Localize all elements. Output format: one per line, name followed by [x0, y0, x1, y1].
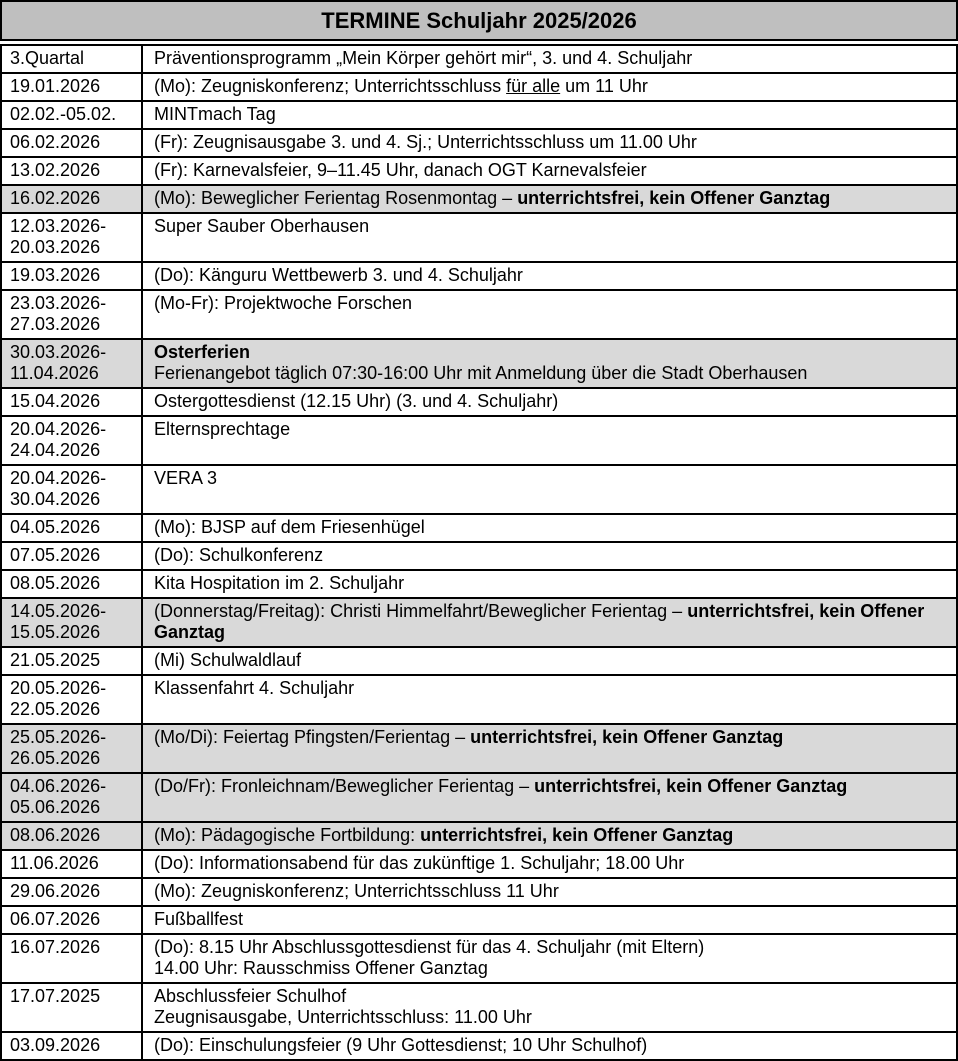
- event-cell: [142, 773, 957, 822]
- date-cell: 16.07.2026: [1, 934, 142, 983]
- event-text-segment: unterrichtsfrei, kein Offener Ganztag: [534, 776, 848, 796]
- event-cell: [142, 934, 957, 983]
- event-text-segment: unterrichtsfrei, kein Offener Ganztag: [154, 601, 925, 642]
- table-row: [1, 388, 957, 416]
- table-row: [1, 822, 957, 850]
- event-cell: [142, 850, 957, 878]
- event-text-segment: (Mi) Schulwaldlauf: [154, 650, 302, 670]
- event-cell: [142, 675, 957, 724]
- table-row: [1, 514, 957, 542]
- table-row: [1, 598, 957, 647]
- event-text-segment: Ferienangebot täglich 07:30-16:00 Uhr mit Anmeldung über die Stadt Oberhausen: [154, 363, 808, 383]
- table-row: [1, 101, 957, 129]
- table-row: [1, 339, 957, 388]
- event-text-segment: VERA 3: [154, 468, 218, 488]
- event-cell: [142, 73, 957, 101]
- event-text-segment: (Donnerstag/Freitag): Christi Himmelfahrt/Beweglicher Ferientag –: [154, 601, 688, 621]
- date-cell: 04.05.2026: [1, 514, 142, 542]
- event-cell: [142, 983, 957, 1032]
- event-text-segment: unterrichtsfrei, kein Offener Ganztag: [470, 727, 784, 747]
- event-cell: [142, 290, 957, 339]
- date-cell: 21.05.2025: [1, 647, 142, 675]
- date-cell: 14.05.2026- 15.05.2026: [1, 598, 142, 647]
- event-cell: [142, 822, 957, 850]
- date-cell: 3.Quartal: [1, 45, 142, 73]
- event-text-segment: unterrichtsfrei, kein Offener Ganztag: [420, 825, 734, 845]
- termine-table: [0, 44, 958, 1061]
- event-text-segment: (Mo-Fr): Projektwoche Forschen: [154, 293, 413, 313]
- event-text-segment: (Mo): Beweglicher Ferientag Rosenmontag –: [154, 188, 518, 208]
- event-text-segment: (Mo): BJSP auf dem Friesenhügel: [154, 517, 425, 537]
- date-cell: 23.03.2026- 27.03.2026: [1, 290, 142, 339]
- table-row: [1, 647, 957, 675]
- table-row: [1, 290, 957, 339]
- date-cell: 16.02.2026: [1, 185, 142, 213]
- date-cell: 30.03.2026- 11.04.2026: [1, 339, 142, 388]
- event-text-segment: (Fr): Zeugnisausgabe 3. und 4. Sj.; Unterrichtsschluss um 11.00 Uhr: [154, 132, 697, 152]
- event-text-segment: (Do): Informationsabend für das zukünftige 1. Schuljahr; 18.00 Uhr: [154, 853, 685, 873]
- event-cell: [142, 724, 957, 773]
- event-cell: [142, 129, 957, 157]
- event-text-segment: Abschlussfeier Schulhof Zeugnisausgabe, Unterrichtsschluss: 11.00 Uhr: [154, 986, 532, 1027]
- page-title: TERMINE Schuljahr 2025/2026: [0, 0, 958, 41]
- date-cell: 04.06.2026- 05.06.2026: [1, 773, 142, 822]
- date-cell: 06.07.2026: [1, 906, 142, 934]
- table-row: [1, 73, 957, 101]
- table-row: [1, 934, 957, 983]
- date-cell: 07.05.2026: [1, 542, 142, 570]
- date-cell: 17.07.2025: [1, 983, 142, 1032]
- event-text-segment: (Do): 8.15 Uhr Abschlussgottesdienst für das 4. Schuljahr (mit Eltern) 14.00 Uhr: Rausschmiss Offener Ganztag: [154, 937, 705, 978]
- event-text-segment: (Mo): Pädagogische Fortbildung:: [154, 825, 421, 845]
- table-row: [1, 262, 957, 290]
- table-row: [1, 213, 957, 262]
- table-row: [1, 416, 957, 465]
- event-text-segment: unterrichtsfrei, kein Offener Ganztag: [517, 188, 831, 208]
- event-cell: [142, 514, 957, 542]
- date-cell: 08.05.2026: [1, 570, 142, 598]
- date-cell: 08.06.2026: [1, 822, 142, 850]
- event-text-segment: um 11 Uhr: [560, 76, 648, 96]
- table-row: [1, 906, 957, 934]
- table-row: [1, 465, 957, 514]
- table-row: [1, 45, 957, 73]
- event-cell: [142, 598, 957, 647]
- event-text-segment: (Mo): Zeugniskonferenz; Unterrichtsschluss: [154, 76, 507, 96]
- date-cell: 25.05.2026- 26.05.2026: [1, 724, 142, 773]
- event-text-segment: (Do): Einschulungsfeier (9 Uhr Gottesdienst; 10 Uhr Schulhof): [154, 1035, 648, 1055]
- event-cell: [142, 262, 957, 290]
- event-text-segment: Ostergottesdienst (12.15 Uhr) (3. und 4. Schuljahr): [154, 391, 559, 411]
- event-cell: [142, 542, 957, 570]
- event-cell: [142, 878, 957, 906]
- date-cell: 12.03.2026- 20.03.2026: [1, 213, 142, 262]
- date-cell: 11.06.2026: [1, 850, 142, 878]
- table-row: [1, 773, 957, 822]
- event-text-segment: Kita Hospitation im 2. Schuljahr: [154, 573, 405, 593]
- event-cell: [142, 388, 957, 416]
- event-cell: [142, 213, 957, 262]
- event-text-segment: (Fr): Karnevalsfeier, 9–11.45 Uhr, danach OGT Karnevalsfeier: [154, 160, 647, 180]
- event-text-segment: (Do): Schulkonferenz: [154, 545, 324, 565]
- date-cell: 20.04.2026- 24.04.2026: [1, 416, 142, 465]
- event-cell: [142, 465, 957, 514]
- date-cell: 03.09.2026: [1, 1032, 142, 1060]
- event-text-segment: (Do/Fr): Fronleichnam/Beweglicher Ferientag –: [154, 776, 535, 796]
- date-cell: 20.04.2026- 30.04.2026: [1, 465, 142, 514]
- event-cell: [142, 157, 957, 185]
- event-cell: [142, 101, 957, 129]
- event-text-segment: (Mo): Zeugniskonferenz; Unterrichtsschluss 11 Uhr: [154, 881, 559, 901]
- date-cell: 06.02.2026: [1, 129, 142, 157]
- date-cell: 15.04.2026: [1, 388, 142, 416]
- table-row: [1, 675, 957, 724]
- table-row: [1, 570, 957, 598]
- event-text-segment: Präventionsprogramm „Mein Körper gehört mir“, 3. und 4. Schuljahr: [154, 48, 693, 68]
- table-row: [1, 129, 957, 157]
- event-cell: [142, 339, 957, 388]
- event-cell: [142, 647, 957, 675]
- table-row: [1, 878, 957, 906]
- date-cell: 29.06.2026: [1, 878, 142, 906]
- table-row: [1, 157, 957, 185]
- event-cell: [142, 1032, 957, 1060]
- event-text-segment: für alle: [506, 76, 561, 96]
- event-text-segment: Osterferien: [154, 342, 251, 362]
- table-row: [1, 724, 957, 773]
- date-cell: 19.03.2026: [1, 262, 142, 290]
- event-text-segment: (Do): Känguru Wettbewerb 3. und 4. Schuljahr: [154, 265, 523, 285]
- event-cell: [142, 185, 957, 213]
- event-text-segment: Klassenfahrt 4. Schuljahr: [154, 678, 355, 698]
- termine-rows-body: [1, 45, 957, 1060]
- table-row: [1, 185, 957, 213]
- event-text-segment: Elternsprechtage: [154, 419, 291, 439]
- event-text-segment: Fußballfest: [154, 909, 244, 929]
- event-cell: [142, 906, 957, 934]
- event-text-segment: MINTmach Tag: [154, 104, 276, 124]
- date-cell: 13.02.2026: [1, 157, 142, 185]
- event-text-segment: (Mo/Di): Feiertag Pfingsten/Ferientag –: [154, 727, 471, 747]
- date-cell: 19.01.2026: [1, 73, 142, 101]
- table-row: [1, 1032, 957, 1060]
- date-cell: 20.05.2026- 22.05.2026: [1, 675, 142, 724]
- event-text-segment: Super Sauber Oberhausen: [154, 216, 370, 236]
- table-row: [1, 542, 957, 570]
- event-cell: [142, 570, 957, 598]
- event-cell: [142, 45, 957, 73]
- event-cell: [142, 416, 957, 465]
- date-cell: 02.02.-05.02.: [1, 101, 142, 129]
- table-row: [1, 850, 957, 878]
- table-row: [1, 983, 957, 1032]
